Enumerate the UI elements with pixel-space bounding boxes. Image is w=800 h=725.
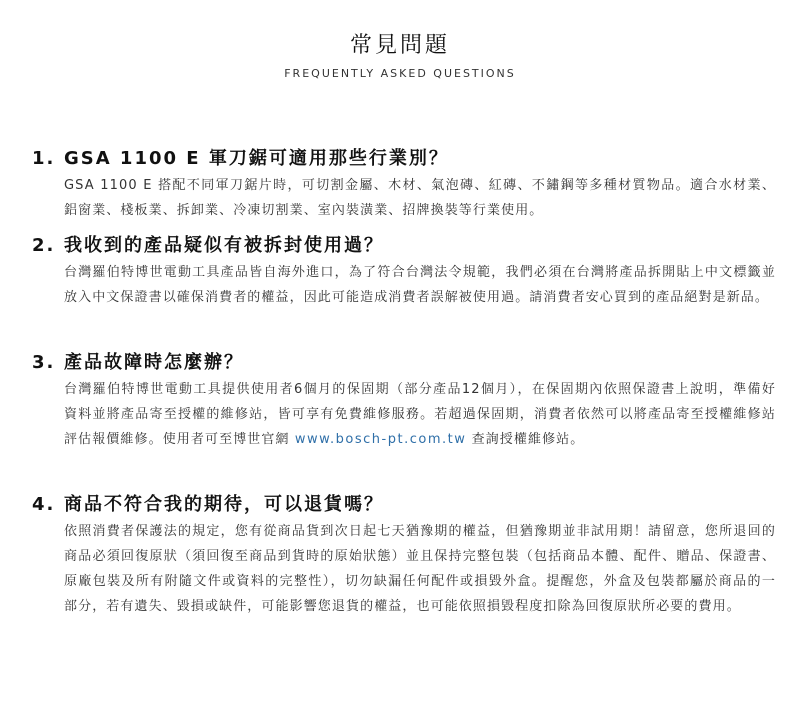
- faq-item-4: [32, 493, 776, 619]
- faq-answer: GSA 1100 E 搭配不同軍刀鋸片時，可切割金屬、木材、氣泡磚、紅磚、不鏽鋼等多種材質物品。適合水材業、鋁窗業、棧板業、拆卸業、冷凍切割業、室內裝潢業、招牌換裝等行業使用。: [64, 178, 776, 218]
- faq-answer-text: 台灣羅伯特博世電動工具提供使用者6個月的保固期（部分產品12個月），在保固期內依照保證書上說明，準備好資料並將產品寄至授權的維修站，皆可享有免費維修服務。若超過保固期，消費者依然可以將產品寄至授權維修站評估報價維修。使用者可至博世官網: [64, 382, 776, 447]
- faq-question: [32, 234, 776, 258]
- faq-number: 3.: [32, 352, 56, 373]
- faq-answer: 台灣羅伯特博世電動工具產品皆自海外進口，為了符合台灣法令規範，我們必須在台灣將產品拆開貼上中文標籤並放入中文保證書以確保消費者的權益，因此可能造成消費者誤解被使用過。請消費者安心買到的產品絕對是新品。: [64, 265, 776, 305]
- faq-number: 4.: [32, 494, 56, 515]
- faq-answer: [64, 377, 776, 452]
- faq-item-2: [32, 234, 776, 310]
- faq-question: [32, 351, 776, 375]
- faq-question: [32, 147, 776, 171]
- faq-number: 1.: [32, 148, 56, 169]
- page-subtitle: FREQUENTLY ASKED QUESTIONS: [284, 67, 516, 80]
- faq-question-text: GSA 1100 E 軍刀鋸可適用那些行業別？: [64, 148, 449, 169]
- page-title: 常見問題: [349, 33, 450, 58]
- page-header: [0, 30, 800, 82]
- faq-question-text: 產品故障時怎麼辦？: [64, 352, 244, 373]
- faq-answer: 依照消費者保護法的規定，您有從商品貨到次日起七天猶豫期的權益，但猶豫期並非試用期！請留意，您所退回的商品必須回復原狀（須回復至商品到貨時的原始狀態）並且保持完整包裝（包括商品本體、配件、贈品、保證書、原廠包裝及所有附隨文件或資料的完整性），切勿缺漏任何配件或損毀外盒。提醒您，外盒及包裝都屬於商品的一部分，若有遺失、毀損或缺件，可能影響您退貨的權益，也可能依照損毀程度扣除為回復原狀所必要的費用。: [64, 524, 776, 614]
- faq-item-1: [32, 147, 776, 223]
- faq-question-text: 商品不符合我的期待，可以退貨嗎？: [64, 494, 384, 515]
- faq-question-text: 我收到的產品疑似有被拆封使用過？: [64, 235, 384, 256]
- faq-question: [32, 493, 776, 517]
- faq-number: 2.: [32, 235, 56, 256]
- bosch-website-link[interactable]: www.bosch-pt.com.tw: [294, 432, 467, 447]
- faq-item-3: [32, 351, 776, 452]
- faq-answer-text-end: 查詢授權維修站。: [466, 432, 585, 447]
